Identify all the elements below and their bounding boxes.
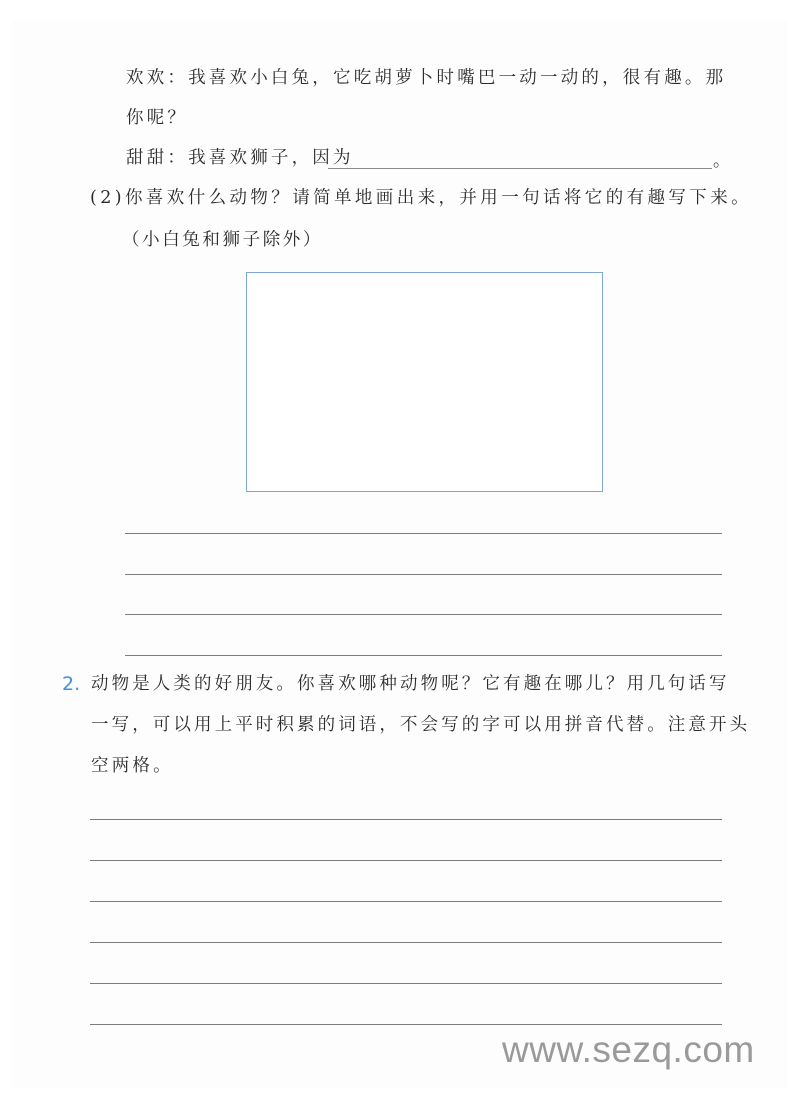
question-1-2-prompt <box>90 187 752 209</box>
dialogue-huanhuan-continuation: 你呢？ <box>126 108 189 128</box>
dialogue-period: 。 <box>713 151 730 171</box>
answer-line-3[interactable] <box>125 614 722 615</box>
answer-line-4[interactable] <box>125 655 722 656</box>
writing-line-4[interactable] <box>90 942 722 943</box>
writing-line-1[interactable] <box>90 819 722 820</box>
watermark-text: www.sezq.com <box>502 1029 755 1070</box>
page-background <box>12 20 787 1088</box>
writing-line-5[interactable] <box>90 983 722 984</box>
answer-blank-reason[interactable] <box>328 168 712 169</box>
question-2-line-1: 动物是人类的好朋友。你喜欢哪种动物呢？它有趣在哪儿？用几句话写 <box>91 674 730 694</box>
drawing-area-box[interactable] <box>246 272 603 492</box>
question-2-number: 2. <box>62 673 81 695</box>
writing-line-2[interactable] <box>90 860 722 861</box>
question-1-2-label: (2) <box>90 188 125 208</box>
question-1-2-text: 你喜欢什么动物？请简单地画出来，并用一句话将它的有趣写下来。 <box>125 188 752 208</box>
question-1-2-note: （小白兔和狮子除外） <box>122 230 323 250</box>
answer-line-2[interactable] <box>125 574 722 575</box>
question-2-line-3: 空两格。 <box>91 756 174 776</box>
question-2-line-2: 一写，可以用上平时积累的词语，不会写的字可以用拼音代替。注意开头 <box>91 715 751 735</box>
dialogue-huanhuan-line: 欢欢：我喜欢小白兔，它吃胡萝卜时嘴巴一动一动的，很有趣。那 <box>126 68 727 88</box>
dialogue-tiantian-prefix: 甜甜：我喜欢狮子，因为 <box>126 148 354 168</box>
writing-line-6[interactable] <box>90 1024 722 1025</box>
answer-line-1[interactable] <box>125 533 722 534</box>
writing-line-3[interactable] <box>90 901 722 902</box>
